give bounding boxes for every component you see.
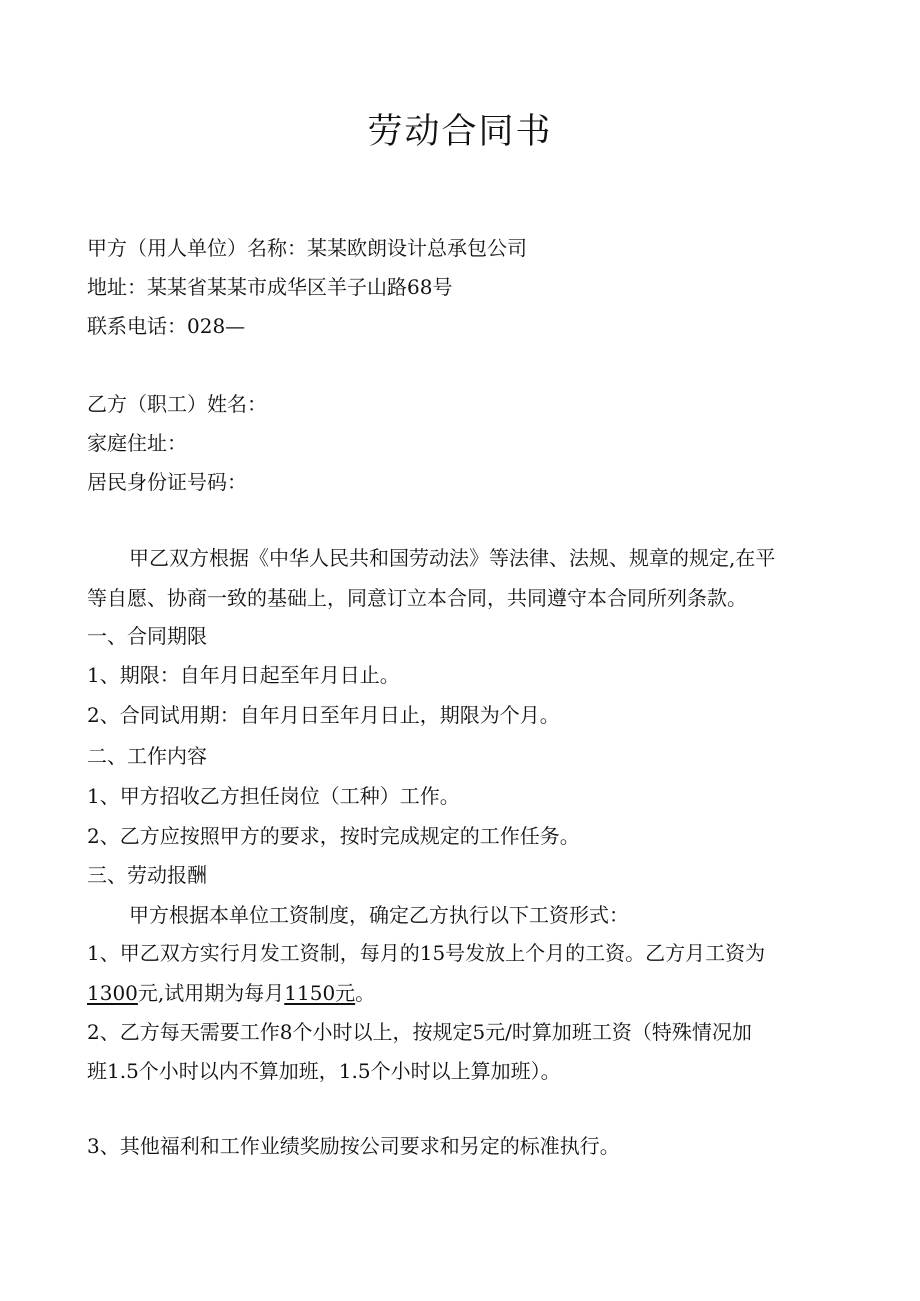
sentence-end: 。 (355, 981, 376, 1005)
section-2-item-2: 2、乙方应按照甲方的要求，按时完成规定的工作任务。 (87, 824, 580, 848)
party-a-address: 地址：某某省某某市成华区羊子山路68号 (87, 275, 453, 299)
section-3-heading: 三、劳动报酬 (87, 863, 207, 887)
party-a-name: 甲方（用人单位）名称：某某欧朗设计总承包公司 (87, 236, 527, 260)
party-b-id-number: 居民身份证号码： (87, 470, 247, 494)
section-3-intro: 甲方根据本单位工资制度，确定乙方执行以下工资形式： (129, 903, 629, 927)
monthly-salary-value: 1300 (87, 981, 138, 1005)
party-a-phone: 联系电话：028— (87, 314, 246, 338)
section-2-item-1: 1、甲方招收乙方担任岗位（工种）工作。 (87, 784, 460, 808)
section-3-item-1-line-1: 1、甲乙双方实行月发工资制，每月的15号发放上个月的工资。乙方月工资为 (87, 941, 766, 965)
preamble-line-1: 甲乙双方根据《中华人民共和国劳动法》等法律、法规、规章的规定,在平 (129, 546, 776, 570)
section-1-item-1: 1、期限：自年月日起至年月日止。 (87, 663, 400, 687)
section-3-item-1-line-2 (87, 978, 847, 1008)
party-b-name: 乙方（职工）姓名： (87, 392, 267, 416)
trial-salary-label: 元,试用期为每月 (137, 981, 285, 1005)
document-title: 劳动合同书 (367, 112, 553, 152)
party-b-home-address: 家庭住址： (87, 431, 187, 455)
section-1-heading: 一、合同期限 (87, 624, 207, 648)
trial-salary-value: 1150元 (284, 981, 356, 1005)
section-3-item-2-line-2: 班1.5个小时以内不算加班，1.5个小时以上算加班）。 (87, 1059, 561, 1083)
section-3-item-3: 3、其他福利和工作业绩奖励按公司要求和另定的标准执行。 (87, 1134, 620, 1158)
section-1-item-2: 2、合同试用期：自年月日至年月日止，期限为个月。 (87, 703, 560, 727)
preamble-line-2: 等自愿、协商一致的基础上，同意订立本合同，共同遵守本合同所列条款。 (87, 586, 747, 610)
section-2-heading: 二、工作内容 (87, 744, 207, 768)
section-3-item-2-line-1: 2、乙方每天需要工作8个小时以上，按规定5元/时算加班工资（特殊情况加 (87, 1020, 752, 1044)
